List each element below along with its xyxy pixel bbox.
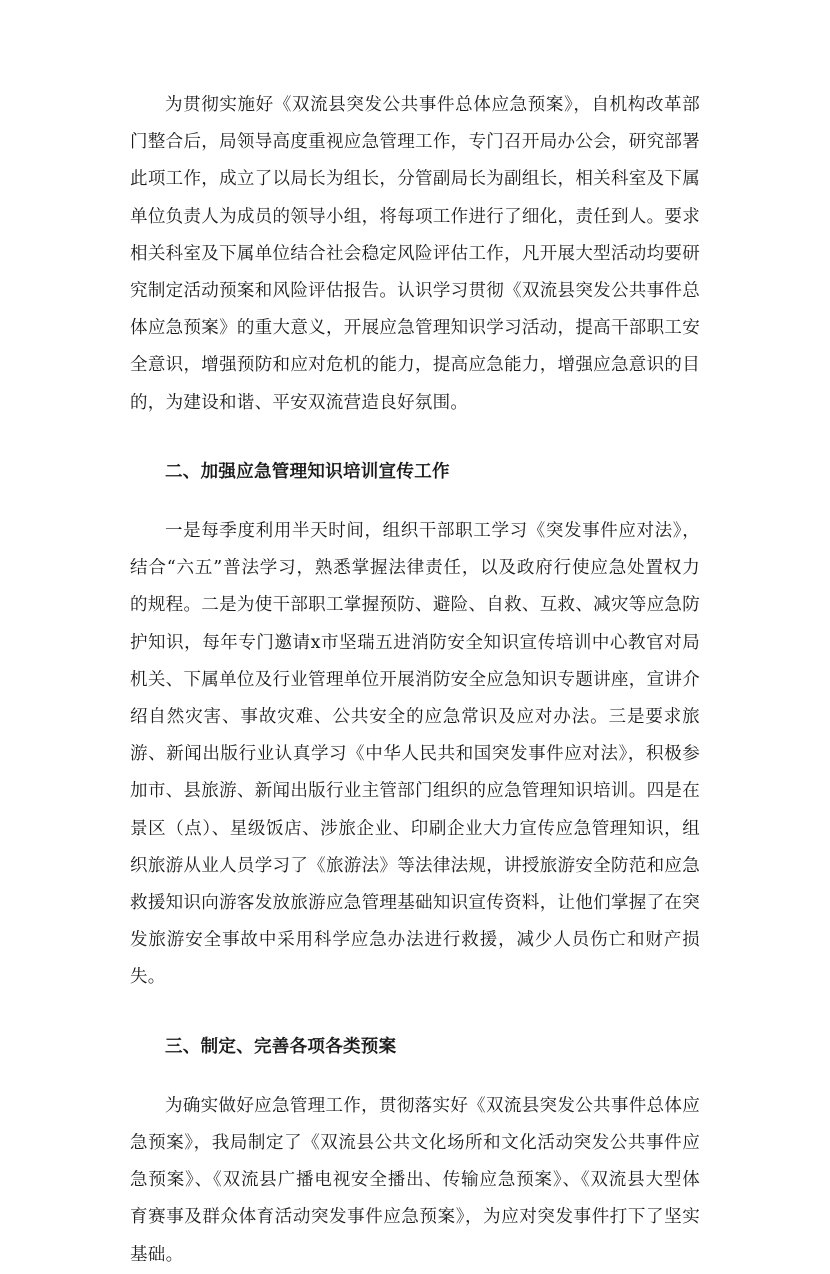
section-heading-3: 三、制定、完善各项各类预案 [165,1036,397,1057]
paragraph-training: 一是每季度利用半天时间，组织干部职工学习《突发事件应对法》，结合“六五”普法学习，熟悉掌握法律责任，以及政府行使应急处置权力的规程。二是为使干部职工掌握预防、避险、自救、互救、减灾等应急防护知识，每年专门邀请x市坚瑞五进消防安全知识宣传培训中心教官对局机关、下属单位及行业管理单位开展消防安全应急知识专题讲座，宣讲介绍自然灾害、事故灾难、公共安全的应急常识及应对办法。三是要求旅游、新闻出版行业认真学习《中华人民共和国突发事件应对法》，积极参加市、县旅游、新闻出版行业主管部门组织的应急管理知识培训。四是在景区（点）、星级饭店、涉旅企业、印刷企业大力宣传应急管理知识，组织旅游从业人员学习了《旅游法》等法律法规，讲授旅游安全防范和应急救援知识向游客发放旅游应急管理基础知识宣传资料，让他们掌握了在突发旅游安全事故中采用科学应急办法进行救援，减少人员伤亡和财产损失。 [130,521,700,988]
section-heading-2: 二、加强应急管理知识培训宣传工作 [165,461,450,482]
paragraph-intro: 为贯彻实施好《双流县突发公共事件总体应急预案》，自机构改革部门整合后，局领导高度重视应急管理工作，专门召开局办公会，研究部署此项工作，成立了以局长为组长，分管副局长为副组长，相关科室及下属单位负责人为成员的领导小组，将每项工作进行了细化，责任到人。要求相关科室及下属单位结合社会稳定风险评估工作，凡开展大型活动均要研究制定活动预案和风险评估报告。认识学习贯彻《双流县突发公共事件总体应急预案》的重大意义，开展应急管理知识学习活动，提高干部职工安全意识，增强预防和应对危机的能力，提高应急能力，增强应急意识的目的，为建设和谐、平安双流营造良好氛围。 [130,95,700,413]
document-body [130,87,700,1274]
paragraph-plans: 为确实做好应急管理工作，贯彻落实好《双流县突发公共事件总体应急预案》，我局制定了《双流县公共文化场所和文化活动突发公共事件应急预案》、《双流县广播电视安全播出、传输应急预案》、《双流县大型体育赛事及群众体育活动突发事件应急预案》，为应对突发事件打下了坚实基础。 [130,1095,700,1265]
